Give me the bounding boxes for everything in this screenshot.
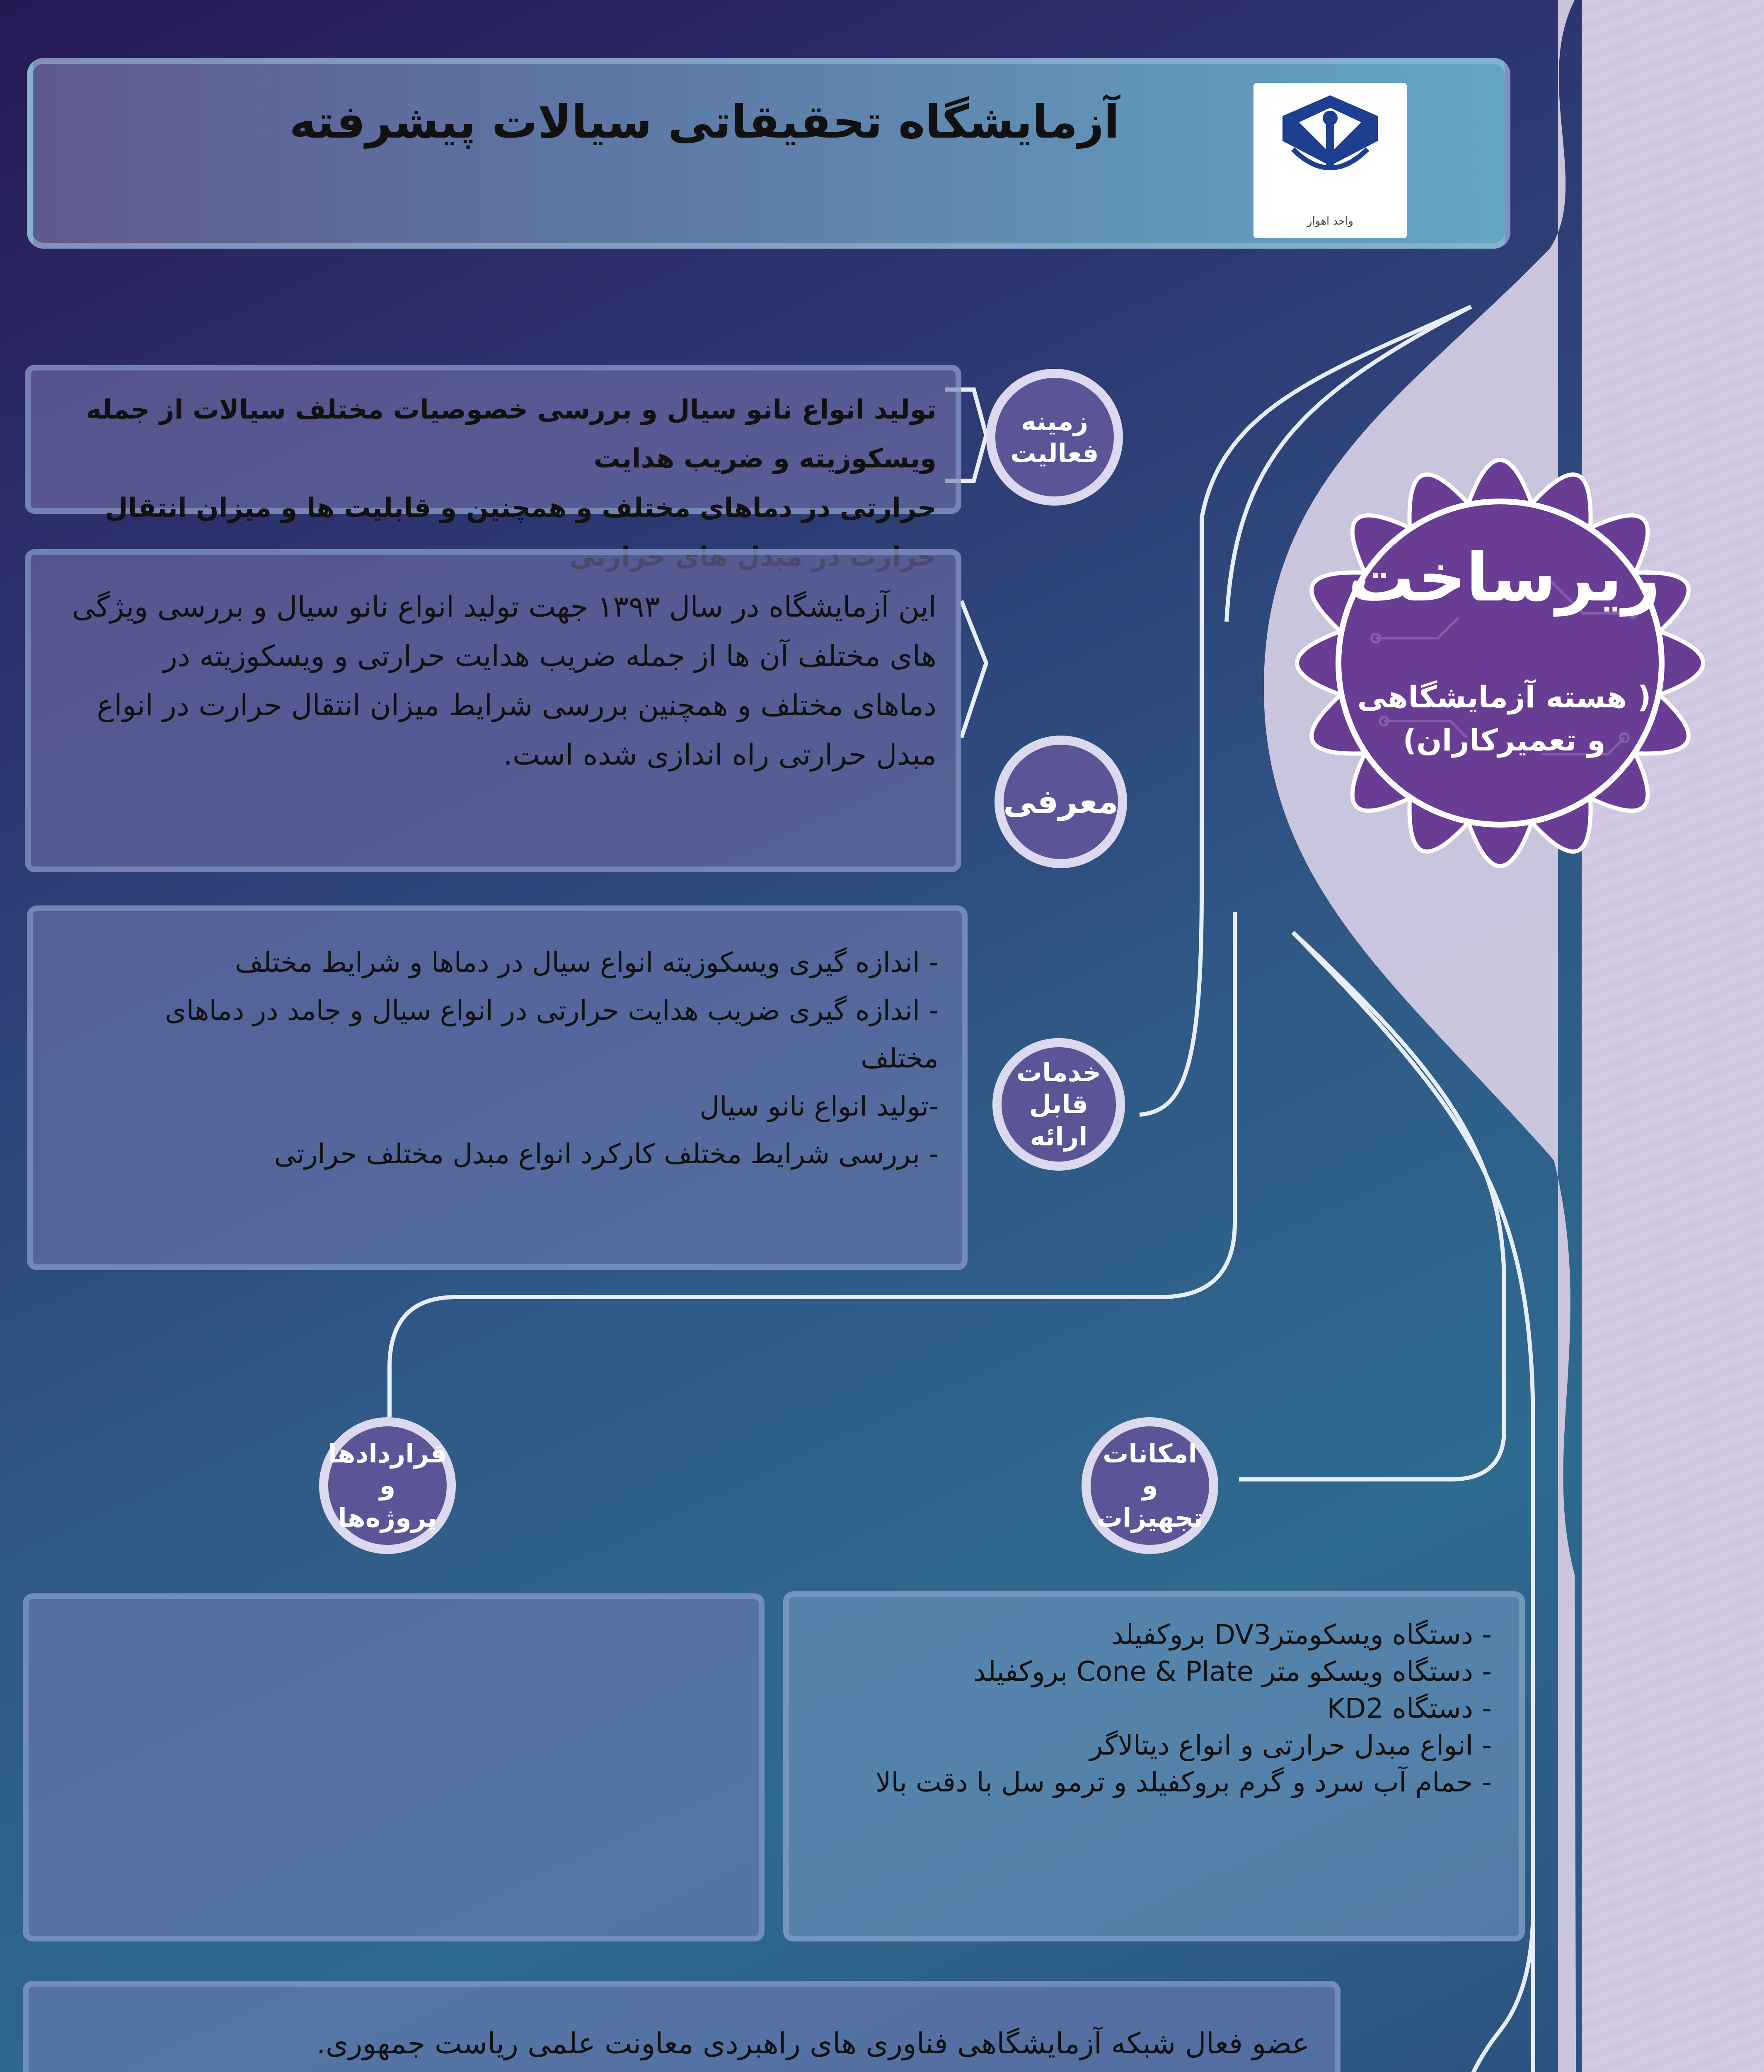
page-title: آزمایشگاه تحقیقاتی سیالات پیشرفته <box>289 95 1120 148</box>
university-logo <box>1253 83 1407 238</box>
intro-text: این آزمایشگاه در سال ۱۳۹۳ جهت تولید انواع نانو سیال و بررسی ویژگی های مختلف آن ها از جمله ضریب هدایت حرارتی و ویسکوزیته در دماهای مختلف و همچنین بررسی شرایط میزان انتقال حرارت در انواع مبدل حرارتی راه اندازی شده است. <box>72 590 936 772</box>
field-label: زمینه فعالیت <box>986 369 1123 506</box>
equipment-text: - دستگاه ویسکومترDV3 بروکفیلد - دستگاه ویسکو متر Cone & Plate بروکفیلد - دستگاه KD2 - انواع مبدل حرارتی و انواع دیتالاگر - حمام آب سرد و گرم بروکفیلد و ترمو سل با دقت بالا <box>875 1619 1492 1798</box>
contracts-label: قراردادها و پروژه‌ها <box>319 1417 456 1554</box>
logo-caption: واحد اهواز <box>1307 215 1353 228</box>
field-text: تولید انواع نانو سیال و بررسی خصوصیات مختلف سیالات از جمله ویسکوزیته و ضریب هدایت حرارتی در دماهای مختلف و همچنین و قابلیت ها و میزان انتقال <box>86 395 936 523</box>
equipment-label: امکانات و تجهیزات <box>1082 1417 1218 1554</box>
contracts-panel <box>23 1593 765 1941</box>
services-text: - اندازه گیری ویسکوزیته انواع سیال در دماها و شرایط مختلف - اندازه گیری ضریب هدایت حرارتی در انواع سیال و جامد در دماهای مختلف -تولید انواع نانو سیال - بررسی شرایط مختلف کارکرد انواع مبدل مختلف حرارتی <box>165 946 939 1170</box>
services-label: خدمات قابل ارائه <box>992 1038 1125 1171</box>
intro-label: معرفی <box>995 736 1127 868</box>
flower-emblem <box>1251 414 1749 912</box>
flower-subtitle: ( هسته آزمایشگاهی و تعمیرکاران) <box>1357 680 1651 758</box>
university-emblem-icon <box>1253 83 1407 207</box>
honors-text: عضو فعال شبکه آزمایشگاهی فناوری های راهبردی معاونت علمی ریاست جمهوری. <box>316 2026 1309 2060</box>
flower-title: زیرساخت <box>1348 539 1660 616</box>
